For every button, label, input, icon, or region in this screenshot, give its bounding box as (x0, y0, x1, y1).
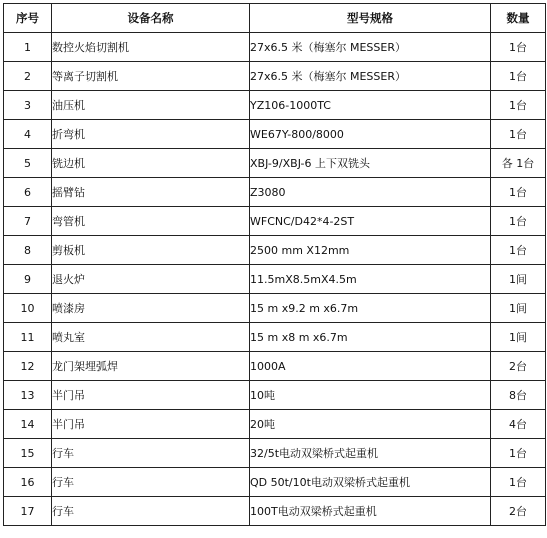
model-spec-cell: 20吨 (250, 410, 491, 439)
equipment-name-cell: 折弯机 (52, 120, 250, 149)
model-spec-cell: WE67Y-800/8000 (250, 120, 491, 149)
table-row (4, 62, 546, 91)
equipment-name-cell: 剪板机 (52, 236, 250, 265)
row-number-cell: 2 (4, 62, 52, 91)
table-row (4, 91, 546, 120)
quantity-cell: 1台 (491, 120, 546, 149)
table-row (4, 149, 546, 178)
equipment-name-cell: 行车 (52, 468, 250, 497)
row-number-cell: 17 (4, 497, 52, 526)
equipment-name-cell: 半门吊 (52, 410, 250, 439)
equipment-name-cell: 等离子切割机 (52, 62, 250, 91)
table-row (4, 497, 546, 526)
quantity-cell: 1台 (491, 207, 546, 236)
model-spec-cell: 15 m x8 m x6.7m (250, 323, 491, 352)
header-serial-number: 序号 (4, 4, 52, 33)
model-spec-cell: 2500 mm X12mm (250, 236, 491, 265)
row-number-cell: 11 (4, 323, 52, 352)
quantity-cell: 各 1台 (491, 149, 546, 178)
model-spec-cell: YZ106-1000TC (250, 91, 491, 120)
row-number-cell: 12 (4, 352, 52, 381)
model-spec-cell: 32/5t电动双梁桥式起重机 (250, 439, 491, 468)
row-number-cell: 13 (4, 381, 52, 410)
row-number-cell: 8 (4, 236, 52, 265)
model-spec-cell: WFCNC/D42*4-2ST (250, 207, 491, 236)
model-spec-cell: XBJ-9/XBJ-6 上下双铣头 (250, 149, 491, 178)
equipment-name-cell: 喷漆房 (52, 294, 250, 323)
equipment-table (3, 3, 546, 526)
quantity-cell: 1台 (491, 439, 546, 468)
quantity-cell: 1台 (491, 33, 546, 62)
row-number-cell: 9 (4, 265, 52, 294)
table-row (4, 294, 546, 323)
table-row (4, 410, 546, 439)
model-spec-cell: Z3080 (250, 178, 491, 207)
quantity-cell: 2台 (491, 352, 546, 381)
header-equipment-name: 设备名称 (52, 4, 250, 33)
table-row (4, 207, 546, 236)
row-number-cell: 4 (4, 120, 52, 149)
quantity-cell: 2台 (491, 497, 546, 526)
quantity-cell: 1台 (491, 468, 546, 497)
quantity-cell: 1台 (491, 178, 546, 207)
equipment-name-cell: 半门吊 (52, 381, 250, 410)
equipment-name-cell: 行车 (52, 439, 250, 468)
equipment-name-cell: 铣边机 (52, 149, 250, 178)
equipment-name-cell: 行车 (52, 497, 250, 526)
table-row (4, 468, 546, 497)
table-row (4, 265, 546, 294)
row-number-cell: 16 (4, 468, 52, 497)
model-spec-cell: QD 50t/10t电动双梁桥式起重机 (250, 468, 491, 497)
row-number-cell: 10 (4, 294, 52, 323)
quantity-cell: 1间 (491, 323, 546, 352)
model-spec-cell: 100T电动双梁桥式起重机 (250, 497, 491, 526)
equipment-name-cell: 数控火焰切割机 (52, 33, 250, 62)
table-row (4, 236, 546, 265)
quantity-cell: 1间 (491, 294, 546, 323)
row-number-cell: 1 (4, 33, 52, 62)
quantity-cell: 1台 (491, 91, 546, 120)
header-quantity: 数量 (491, 4, 546, 33)
equipment-name-cell: 喷丸室 (52, 323, 250, 352)
table-row (4, 178, 546, 207)
quantity-cell: 1台 (491, 62, 546, 91)
header-model-spec: 型号规格 (250, 4, 491, 33)
table-row (4, 33, 546, 62)
model-spec-cell: 1000A (250, 352, 491, 381)
table-header-row (4, 4, 546, 33)
model-spec-cell: 10吨 (250, 381, 491, 410)
quantity-cell: 1间 (491, 265, 546, 294)
equipment-name-cell: 油压机 (52, 91, 250, 120)
table-row (4, 381, 546, 410)
equipment-table-container (3, 3, 546, 526)
table-row (4, 352, 546, 381)
equipment-name-cell: 退火炉 (52, 265, 250, 294)
row-number-cell: 6 (4, 178, 52, 207)
equipment-name-cell: 摇臂钻 (52, 178, 250, 207)
model-spec-cell: 27x6.5 米（梅塞尔 MESSER） (250, 33, 491, 62)
row-number-cell: 7 (4, 207, 52, 236)
table-row (4, 439, 546, 468)
quantity-cell: 1台 (491, 236, 546, 265)
row-number-cell: 5 (4, 149, 52, 178)
table-row (4, 120, 546, 149)
table-row (4, 323, 546, 352)
model-spec-cell: 15 m x9.2 m x6.7m (250, 294, 491, 323)
equipment-name-cell: 弯管机 (52, 207, 250, 236)
quantity-cell: 4台 (491, 410, 546, 439)
equipment-name-cell: 龙门架埋弧焊 (52, 352, 250, 381)
row-number-cell: 3 (4, 91, 52, 120)
row-number-cell: 15 (4, 439, 52, 468)
row-number-cell: 14 (4, 410, 52, 439)
model-spec-cell: 27x6.5 米（梅塞尔 MESSER） (250, 62, 491, 91)
model-spec-cell: 11.5mX8.5mX4.5m (250, 265, 491, 294)
quantity-cell: 8台 (491, 381, 546, 410)
